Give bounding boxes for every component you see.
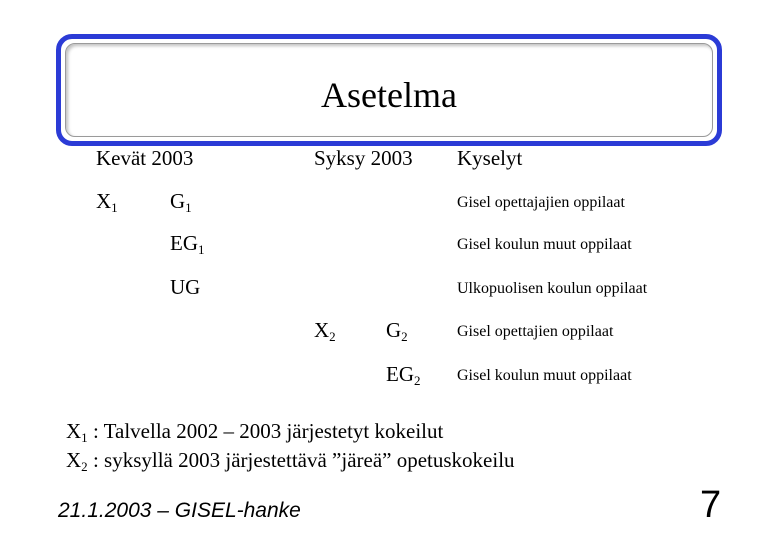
survey-row-3: Ulkopuolisen koulun oppilaat — [457, 280, 648, 297]
page-number: 7 — [700, 484, 722, 526]
note-x2: $X_2$ : syksyllä 2003 järjestettävä ”järeä” opetuskokeilu — [66, 448, 515, 474]
group-eg2: $EG_2$ — [386, 362, 421, 388]
column-header-autumn: Syksy 2003 — [314, 146, 413, 170]
group-g1: $G_1$ — [170, 189, 192, 215]
group-ug: UG — [170, 275, 201, 299]
survey-row-4: Gisel opettajien oppilaat — [457, 323, 614, 340]
group-eg1: $EG_1$ — [170, 231, 205, 257]
column-header-spring: Kevät 2003 — [96, 146, 194, 170]
survey-row-2: Gisel koulun muut oppilaat — [457, 236, 632, 253]
column-header-surveys: Kyselyt — [457, 146, 523, 170]
survey-row-5: Gisel koulun muut oppilaat — [457, 367, 632, 384]
slide-title: Asetelma — [321, 75, 457, 115]
group-x2: $X_2$ — [314, 318, 336, 344]
group-x1: $X_1$ — [96, 189, 118, 215]
title-box — [56, 34, 722, 146]
footer-text: 21.1.2003 – GISEL-hanke — [58, 499, 301, 522]
group-g2: $G_2$ — [386, 318, 408, 344]
survey-row-1: Gisel opettajajien oppilaat — [457, 194, 625, 211]
note-x1: $X_1$ : Talvella 2002 – 2003 järjestetyt kokeilut — [66, 419, 444, 445]
